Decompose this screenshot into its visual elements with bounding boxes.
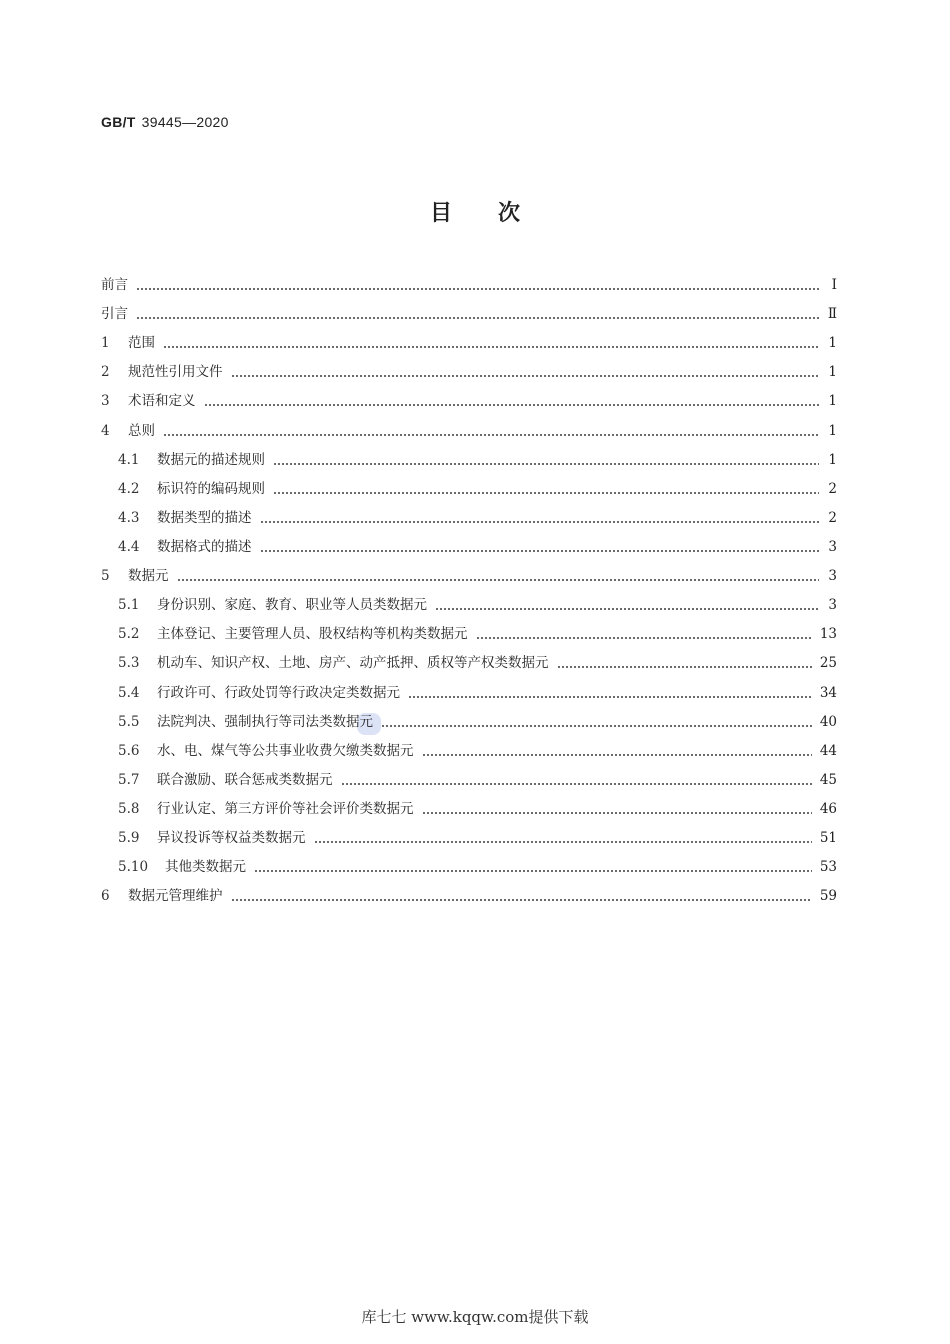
toc-page: 44 — [819, 743, 837, 759]
toc-page: 3 — [828, 568, 837, 584]
toc-entry-2[interactable] — [101, 359, 837, 381]
toc-label: 数据类型的描述 — [157, 510, 252, 526]
toc-entry-5-4[interactable] — [101, 680, 837, 702]
toc-page: 3 — [828, 539, 837, 555]
toc-number: 5 — [101, 568, 110, 584]
toc-entry-4-1[interactable] — [101, 447, 837, 469]
toc-page: 1 — [828, 335, 837, 351]
toc-number: 4.3 — [118, 510, 140, 526]
toc-label: 异议投诉等权益类数据元 — [157, 830, 306, 846]
toc-entry-5-6[interactable] — [101, 738, 837, 760]
toc-entry-5-3[interactable] — [101, 650, 837, 672]
toc-label: 总则 — [128, 423, 155, 439]
toc-number: 4.1 — [118, 452, 140, 468]
toc-number: 5.5 — [118, 714, 140, 730]
toc-entry-4-2[interactable] — [101, 476, 837, 498]
toc-entry-5[interactable] — [101, 563, 837, 585]
toc-page: 25 — [819, 655, 837, 671]
toc-page: 1 — [828, 423, 837, 439]
toc-number: 4.2 — [118, 481, 140, 497]
toc-page: 1 — [828, 364, 837, 380]
toc-page: 45 — [819, 772, 837, 788]
toc-label: 联合激励、联合惩戒类数据元 — [157, 772, 333, 788]
toc-entry-5-8[interactable] — [101, 796, 837, 818]
standard-prefix: GB/T — [101, 114, 136, 130]
page-title — [0, 196, 950, 227]
toc-entry-4-3[interactable] — [101, 505, 837, 527]
toc-entry-4[interactable] — [101, 418, 837, 440]
toc-page: Ⅰ — [831, 277, 837, 293]
toc-number: 4.4 — [118, 539, 140, 555]
toc-entry-5-2[interactable] — [101, 621, 837, 643]
toc-label: 范围 — [128, 335, 155, 351]
toc-number: 2 — [101, 364, 110, 380]
toc-entry-4-4[interactable] — [101, 534, 837, 556]
toc-label: 数据元管理维护 — [128, 888, 223, 904]
toc-label: 水、电、煤气等公共事业收费欠缴类数据元 — [157, 743, 414, 759]
toc-label: 行业认定、第三方评价等社会评价类数据元 — [157, 801, 414, 817]
footer-watermark: 库七七 www.kqqw.com提供下载 — [361, 1308, 589, 1326]
toc-label: 其他类数据元 — [165, 859, 246, 875]
toc-number: 5.1 — [118, 597, 140, 613]
toc-entry-introduction[interactable] — [101, 301, 837, 323]
toc-number: 6 — [101, 888, 110, 904]
toc-entry-5-10[interactable] — [101, 854, 837, 876]
toc-page: 59 — [819, 888, 837, 904]
toc-page: 53 — [819, 859, 837, 875]
toc-label: 主体登记、主要管理人员、股权结构等机构类数据元 — [157, 626, 468, 642]
toc-entry-1[interactable] — [101, 330, 837, 352]
toc-label: 术语和定义 — [128, 393, 196, 409]
toc-page: Ⅱ — [827, 306, 837, 322]
toc-number: 5.4 — [118, 685, 140, 701]
title-char-2: 次 — [498, 201, 521, 226]
toc-number: 5.2 — [118, 626, 140, 642]
toc-entry-5-7[interactable] — [101, 767, 837, 789]
toc-page: 2 — [828, 481, 837, 497]
toc-label: 数据元 — [128, 568, 169, 584]
toc-number: 5.9 — [118, 830, 140, 846]
toc-number: 5.6 — [118, 743, 140, 759]
toc-number: 5.10 — [118, 859, 149, 875]
toc-page: 2 — [828, 510, 837, 526]
toc-entry-3[interactable] — [101, 388, 837, 410]
toc-page: 13 — [819, 626, 837, 642]
toc-page: 40 — [819, 714, 837, 730]
toc-number: 3 — [101, 393, 110, 409]
toc-number: 5.8 — [118, 801, 140, 817]
toc-number: 1 — [101, 335, 110, 351]
title-char-1: 目 — [429, 201, 452, 226]
standard-number: 39445—2020 — [141, 114, 229, 130]
toc-label: 法院判决、强制执行等司法类数据元 — [157, 714, 373, 730]
toc-page: 51 — [819, 830, 837, 846]
toc-number: 4 — [101, 423, 110, 439]
toc-entry-6[interactable] — [101, 883, 837, 905]
toc-entry-5-1[interactable] — [101, 592, 837, 614]
toc-page: 3 — [828, 597, 837, 613]
toc-label: 前言 — [101, 277, 128, 293]
toc-page: 1 — [828, 452, 837, 468]
toc-page: 1 — [828, 393, 837, 409]
toc-entry-5-9[interactable] — [101, 825, 837, 847]
toc-number: 5.7 — [118, 772, 140, 788]
toc-label: 数据格式的描述 — [157, 539, 252, 555]
toc-entry-foreword[interactable] — [101, 272, 837, 294]
toc-entry-5-5[interactable] — [101, 709, 837, 731]
toc-label: 规范性引用文件 — [128, 364, 223, 380]
standard-code — [101, 114, 229, 130]
toc-label: 身份识别、家庭、教育、职业等人员类数据元 — [157, 597, 427, 613]
toc-page: 46 — [819, 801, 837, 817]
toc-label: 标识符的编码规则 — [157, 481, 265, 497]
toc-number: 5.3 — [118, 655, 140, 671]
toc-label: 引言 — [101, 306, 128, 322]
toc-label: 行政许可、行政处罚等行政决定类数据元 — [157, 685, 400, 701]
toc-label: 机动车、知识产权、土地、房产、动产抵押、质权等产权类数据元 — [157, 655, 549, 671]
toc-page: 34 — [819, 685, 837, 701]
toc-label: 数据元的描述规则 — [157, 452, 265, 468]
